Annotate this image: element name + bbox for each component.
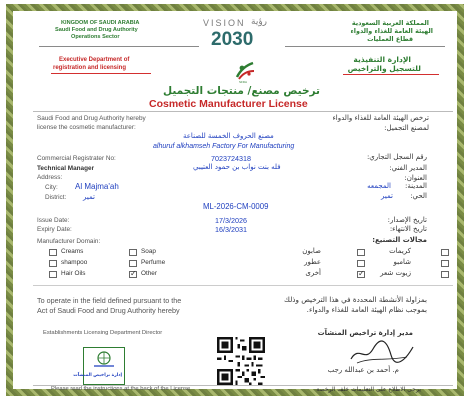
operate-en-line-2: Act of Saudi Food and Drug Authority hereby bbox=[37, 306, 180, 315]
issue-date: 17/3/2026 bbox=[215, 216, 247, 225]
director-name-ar: م. أحمد بن عبدالله رجب bbox=[327, 366, 399, 374]
domain-ar-label-other: أخرى bbox=[305, 269, 321, 277]
expiry-date: 16/3/2031 bbox=[215, 225, 247, 234]
vision-ar: رؤية bbox=[251, 17, 268, 27]
header-divider-left bbox=[39, 46, 199, 47]
title-divider bbox=[33, 111, 453, 112]
company-name-ar: مصنع الحروف الخمسة للصناعة bbox=[183, 132, 274, 140]
domain-ar-label-perfume: عطور bbox=[304, 258, 321, 266]
dept-ar-line-1: الإدارة التنفيذية bbox=[353, 55, 411, 64]
vision-year: 2030 bbox=[211, 29, 254, 50]
title-ar: ترخيص مصنع/ منتجات التجميل bbox=[163, 85, 320, 97]
director-title-ar: مدير إدارة تراخيص المنشآت bbox=[317, 329, 413, 337]
domain-ar-label-hair-oils: زيوت شعر bbox=[380, 269, 411, 277]
domain-en-checkbox-soap[interactable] bbox=[129, 249, 137, 256]
domain-en-checkbox-other[interactable] bbox=[129, 271, 137, 278]
manager-value: فله بنت نواب بن حمود العتيبي bbox=[193, 163, 281, 171]
qr-code bbox=[217, 337, 265, 385]
dept-ar-line-2: للتسجيل والتراخيص bbox=[347, 64, 421, 73]
cr-value: 7023724318 bbox=[211, 154, 251, 163]
city-value-ar: المجمعه bbox=[367, 182, 391, 190]
footer-ar: يرجى الاطلاع على التعليمات خلف الرخصة bbox=[316, 386, 421, 393]
header-en-line-2: Saudi Food and Drug Authority bbox=[55, 27, 138, 33]
header-ar-line-2: الهيئة العامة للغذاء والدواء bbox=[350, 27, 433, 35]
district-value-en: تمير bbox=[83, 193, 95, 201]
operate-en-line-1: To operate in the field defined pursuant to the bbox=[37, 296, 182, 305]
issue-label-ar: تاريخ الإصدار: bbox=[387, 216, 427, 224]
domain-ar-checkbox-perfume[interactable] bbox=[357, 260, 365, 267]
domain-en-label-creams: Creams bbox=[61, 248, 84, 255]
district-label-en: District: bbox=[45, 194, 67, 201]
manager-label-en: Technical Manager bbox=[37, 165, 95, 172]
stamp-emblem-icon bbox=[84, 348, 124, 372]
stamp-text: إدارة تراخيص المنشآت bbox=[73, 373, 122, 378]
domain-en-label-soap: Soap bbox=[141, 248, 156, 255]
header-en-line-1: KINGDOM OF SAUDI ARABIA bbox=[61, 20, 140, 26]
domain-en-label-shampoo: shampoo bbox=[61, 259, 88, 266]
domain-ar-label-creams: كريمات bbox=[389, 247, 411, 255]
signature-scribble bbox=[347, 337, 417, 367]
dept-en-line-1: Executive Department of bbox=[59, 57, 130, 63]
qr-code-icon bbox=[217, 337, 265, 385]
domain-ar-checkbox-soap[interactable] bbox=[357, 249, 365, 256]
company-name-en: alhuruf alkhamseh Factory For Manufacturing bbox=[153, 143, 295, 150]
domain-en-checkbox-hair-oils[interactable] bbox=[49, 271, 57, 278]
domain-ar-label-shampoo: شامبو bbox=[393, 258, 411, 266]
expiry-label-ar: تاريخ الانتهاء: bbox=[389, 225, 427, 233]
domain-ar-label-soap: صابون bbox=[302, 247, 321, 255]
cr-label-ar: رقم السجل التجاري: bbox=[366, 153, 427, 161]
city-label-ar: المدينة: bbox=[405, 182, 427, 190]
issue-label-en: Issue Date: bbox=[37, 217, 70, 224]
operate-ar-line-2: بموجب نظام الهيئة العامة للغذاء والدواء. bbox=[306, 305, 427, 314]
domain-ar-checkbox-creams[interactable] bbox=[441, 249, 449, 256]
header-ar-line-1: المملكة العربية السعودية bbox=[351, 19, 429, 27]
vision-word: VISION bbox=[203, 18, 246, 28]
dept-en-line-2: registration and licensing bbox=[53, 65, 127, 71]
city-value-en: Al Majma'ah bbox=[75, 182, 119, 191]
operate-ar-line-1: بمزاولة الأنشطة المحددة في هذا الترخيص وذلك bbox=[284, 295, 427, 304]
expiry-label-en: Expiry Date: bbox=[37, 226, 72, 233]
domain-en-checkbox-perfume[interactable] bbox=[129, 260, 137, 267]
address-label-en: Address: bbox=[37, 174, 63, 181]
domain-label-en: Manufacturer Domain: bbox=[37, 238, 101, 245]
domain-divider bbox=[33, 285, 453, 286]
domain-ar-checkbox-hair-oils[interactable] bbox=[441, 271, 449, 278]
cr-label-en: Commercial Registrater No: bbox=[37, 155, 116, 162]
certificate-body bbox=[21, 15, 449, 393]
manager-label-ar: المدير الفني: bbox=[389, 164, 427, 172]
district-value-ar: تمير bbox=[381, 192, 393, 200]
footer-en: Please read the instructions at the back of the License bbox=[51, 386, 191, 392]
sfda-logo-caption: SFDA bbox=[239, 80, 248, 84]
domain-en-label-hair-oils: Hair Oils bbox=[61, 270, 86, 277]
header-ar-line-3: قطاع العمليات bbox=[367, 35, 413, 43]
dept-underline-left bbox=[51, 73, 151, 74]
establishments-stamp bbox=[73, 347, 125, 385]
intro-en-line-2: license the cosmetic manufacturer: bbox=[37, 124, 136, 131]
vision-2030-logo bbox=[201, 17, 281, 51]
license-certificate bbox=[6, 4, 464, 396]
intro-ar-line-1: ترخص الهيئة العامة للغذاء والدواء bbox=[332, 114, 429, 122]
title-en: Cosmetic Manufacturer License bbox=[149, 98, 308, 110]
domain-en-label-other: Other bbox=[141, 270, 157, 277]
domain-en-label-perfume: Perfume bbox=[141, 259, 166, 266]
domain-en-checkbox-creams[interactable] bbox=[49, 249, 57, 256]
header-divider-right bbox=[285, 46, 445, 47]
domain-label-ar: مجالات التصنيع: bbox=[372, 236, 427, 244]
director-title-en: Establishments Licensing Department Director bbox=[43, 330, 163, 336]
dept-underline-right bbox=[343, 74, 439, 75]
city-label-en: City: bbox=[45, 184, 58, 191]
domain-ar-checkbox-shampoo[interactable] bbox=[441, 260, 449, 267]
director-signature bbox=[347, 337, 417, 367]
domain-ar-checkbox-other[interactable] bbox=[357, 271, 365, 278]
intro-ar-line-2: لمصنع التجميل: bbox=[384, 124, 429, 132]
header-en-line-3: Operations Sector bbox=[71, 34, 120, 40]
district-label-ar: الحي: bbox=[410, 192, 427, 200]
sfda-logo bbox=[233, 59, 257, 83]
intro-en-line-1: Saudi Food and Drug Authority hereby bbox=[37, 115, 146, 122]
domain-en-checkbox-shampoo[interactable] bbox=[49, 260, 57, 267]
address-label-ar: العنوان: bbox=[404, 174, 427, 182]
license-number: ML-2026-CM-0009 bbox=[203, 202, 269, 211]
